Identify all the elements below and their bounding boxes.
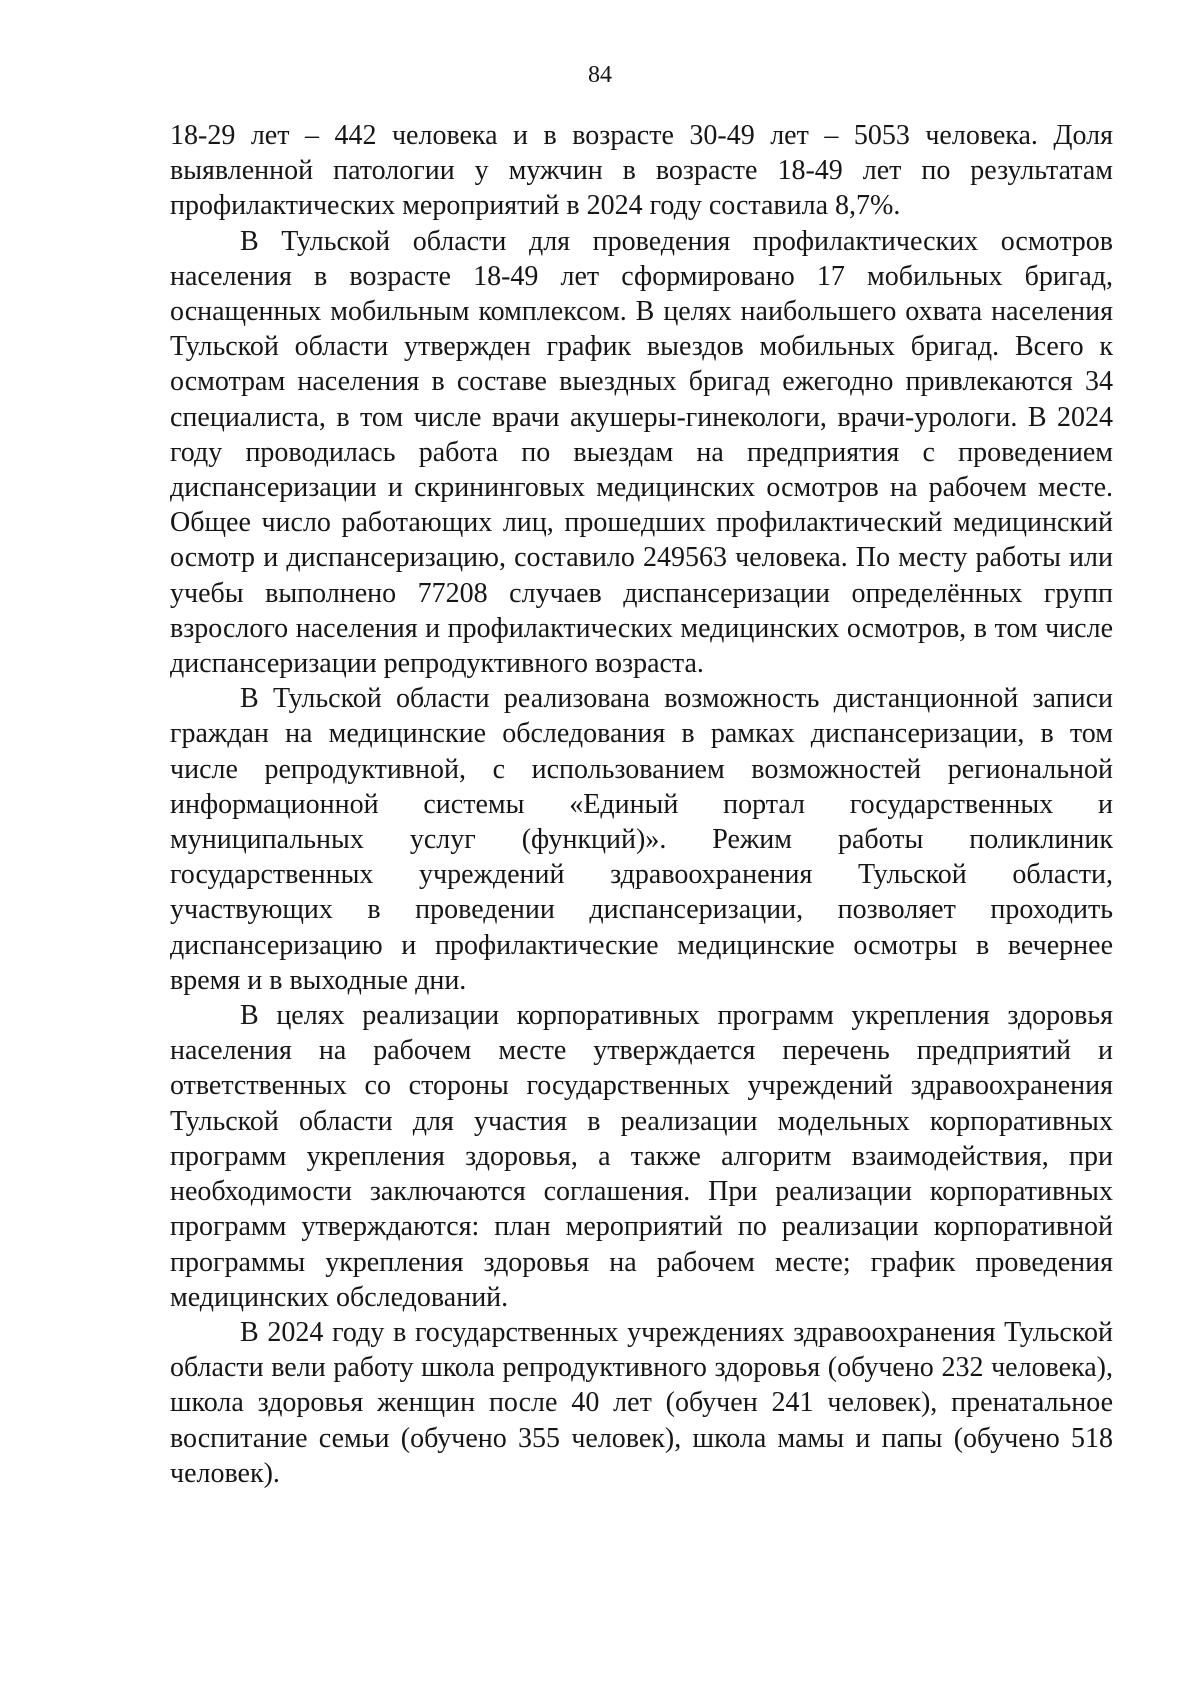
page-number: 84 [588, 62, 612, 88]
paragraph-remote-registration: В Тульской области реализована возможность дистанционной записи граждан на медицинские обследования в рамках диспансеризации, в том числе репродуктивной, с использованием возможностей региональной информационной системы «Единый портал государственных и муниципальных услуг (функций)». Режим работы поликлиник государственных учреждений здравоохранения Тульской области, участвующих в проведении диспансеризации, позволяет проходить диспансеризацию и профилактические медицинские осмотры в вечернее время и в выходные дни. [170, 683, 1113, 996]
paragraph-mobile-brigades: В Тульской области для проведения профилактических осмотров населения в возрасте 18-49 лет сформировано 17 мобильных бригад, оснащенных мобильным комплексом. В целях наибольшего охвата населения Тульской области утвержден график выездов мобильных бригад. Всего к осмотрам населения в составе выездных бригад ежегодно привлекаются 34 специалиста, в том числе врачи акушеры-гинекологи, врачи-урологи. В 2024 году проводилась работа по выездам на предприятия с проведением диспансеризации и скрининговых медицинских осмотров на рабочем месте. Общее число работающих лиц, прошедших профилактический медицинский осмотр и диспансеризацию, составило 249563 человека. По месту работы или учебы выполнено 77208 случаев диспансеризации определённых групп взрослого населения и профилактических медицинских осмотров, в том числе диспансеризации репродуктивного возраста. [170, 225, 1113, 680]
document-body [170, 118, 1113, 1491]
paragraph-health-schools: В 2024 году в государственных учреждениях здравоохранения Тульской области вели работу школа репродуктивного здоровья (обучено 232 человека), школа здоровья женщин после 40 лет (обучен 241 человек), пренатальное воспитание семьи (обучено 355 человек), школа мамы и папы (обучено 518 человек). [170, 1316, 1113, 1489]
paragraph-continuation: 18-29 лет – 442 человека и в возрасте 30-49 лет – 5053 человека. Доля выявленной патологии у мужчин в возрасте 18-49 лет по результатам профилактических мероприятий в 2024 году составила 8,7%. [170, 120, 1113, 222]
paragraph-corporate-programs: В целях реализации корпоративных программ укрепления здоровья населения на рабочем месте утверждается перечень предприятий и ответственных со стороны государственных учреждений здравоохранения Тульской области для участия в реализации модельных корпоративных программ укрепления здоровья, а также алгоритм взаимодействия, при необходимости заключаются соглашения. При реализации корпоративных программ утверждаются: план мероприятий по реализации корпоративной программы укрепления здоровья на рабочем месте; график проведения медицинских обследований. [170, 1000, 1113, 1313]
